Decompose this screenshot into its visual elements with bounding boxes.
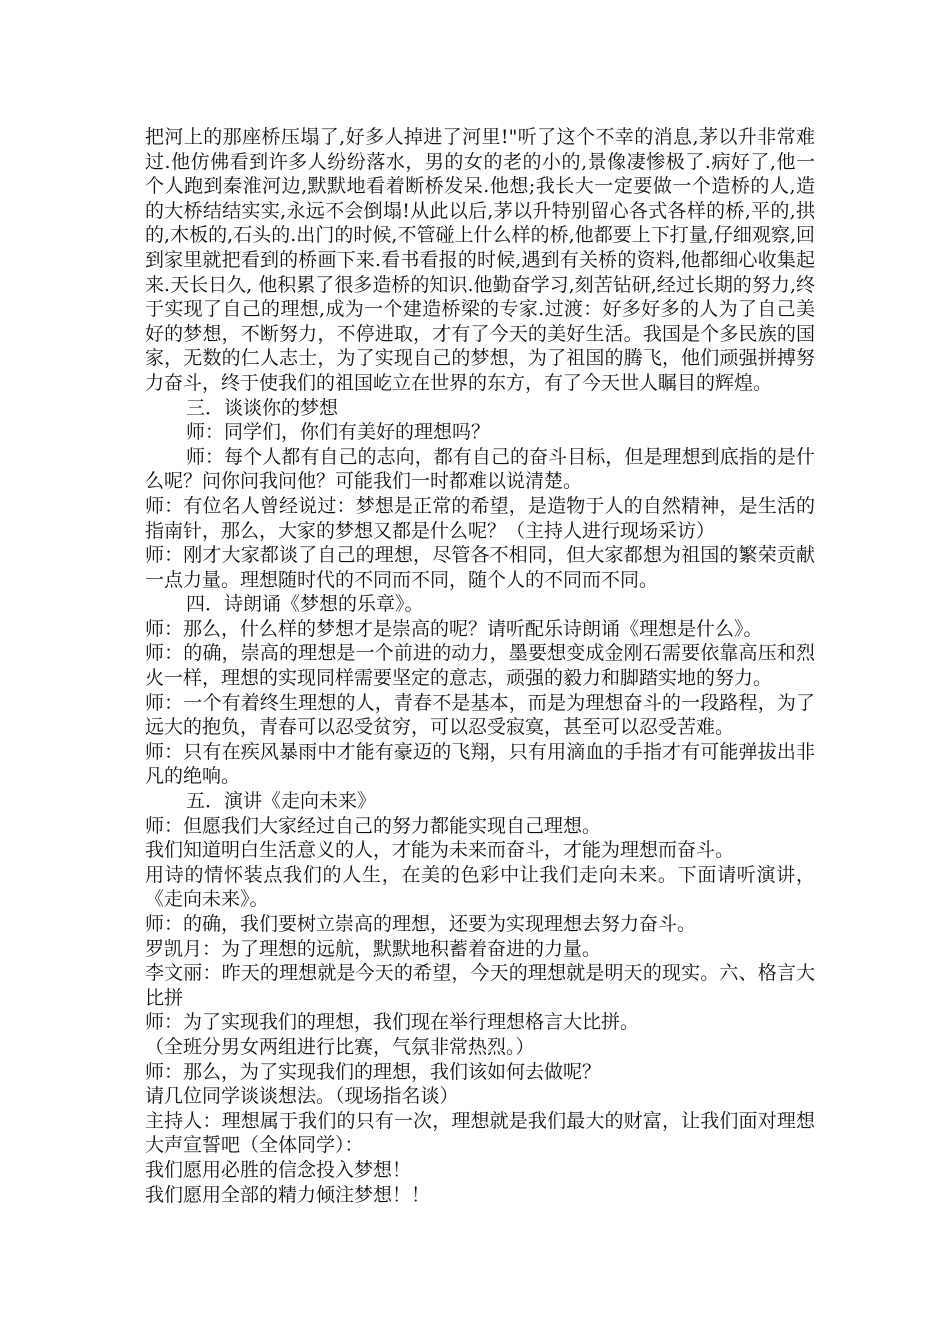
story-paragraph: 把河上的那座桥压塌了,好多人掉进了河里!"听了这个不幸的消息,茅以升非常难过.他仿佛看到许多人纷纷落水，男的女的老的小的,景像凄惨极了.病好了,他一个人跑到秦淮河边,默默地看着断桥发呆.他想;我长大一定要做一个造桥的人,造的大桥结结实实,永远不会倒塌!从此以后,茅以升特别留心各式各样的桥,平的,拱的,木板的,石头的.出门的时候,不管碰上什么样的桥,他都要上下打量,仔细观察,回到家里就把看到的桥画下来.看书看报的时候,遇到有关桥的资料,他都细心收集起来.天长日久, 他积累了很多造桥的知识.他勤奋学习,刻苦钻研,经过长期的努力,终于实现了自己的理想,成为一个建造桥梁的专家.过渡：好多好多的人为了自己美好的梦想，不断努力，不停进取，才有了今天的美好生活。我国是个多民族的国家，无数的仁人志士，为了实现自己的梦想，为了祖国的腾飞，他们顽强拼搏努力奋斗，终于使我们的祖国屹立在世界的东方，有了今天世人瞩目的辉煌。 bbox=[145, 126, 815, 394]
student-line: 罗凯月：为了理想的远航，默默地积蓄着奋进的力量。 bbox=[145, 937, 602, 960]
document-body bbox=[145, 125, 815, 1207]
text-line: 用诗的情怀装点我们的人生，在美的色彩中让我们走向未来。下面请听演讲，《走向未来》。 bbox=[145, 863, 815, 911]
oath-line: 我们愿用全部的精力倾注梦想！！ bbox=[145, 1183, 431, 1206]
teacher-line: 师：的确，崇高的理想是一个前进的动力，墨要想变成金刚石需要依靠高压和烈火一样，理想的实现同样需要坚定的意志，顽强的毅力和脚踏实地的努力。 bbox=[145, 642, 815, 690]
teacher-line: 师：的确，我们要树立崇高的理想，还要为实现理想去努力奋斗。 bbox=[145, 913, 697, 935]
teacher-line: 师：每个人都有自己的志向，都有自己的奋斗目标，但是理想到底指的是什么呢？问你问我问他？可能我们一时都难以说清楚。 bbox=[145, 445, 815, 493]
section-heading-3: 三．谈谈你的梦想 bbox=[186, 396, 339, 419]
teacher-line: 师：刚才大家都谈了自己的理想，尽管各不相同，但大家都想为祖国的繁荣贡献一点力量。理想随时代的不同而不同，随个人的不同而不同。 bbox=[145, 544, 815, 591]
text-line: 我们知道明白生活意义的人，才能为未来而奋斗，才能为理想而奋斗。 bbox=[145, 839, 735, 862]
teacher-line: 师：但愿我们大家经过自己的努力都能实现自己理想。 bbox=[145, 814, 602, 837]
oath-line: 我们愿用必胜的信念投入梦想！ bbox=[145, 1158, 412, 1181]
section-heading-5: 五．演讲《走向未来》 bbox=[186, 790, 377, 813]
teacher-line: 师：有位名人曾经说过：梦想是正常的希望，是造物于人的自然精神，是生活的指南针，那么，大家的梦想又都是什么呢？（主持人进行现场采访） bbox=[145, 494, 815, 542]
teacher-line: 师：一个有着终生理想的人，青春不是基本，而是为理想奋斗的一段路程，为了远大的抱负，青春可以忍受贫穷，可以忍受寂寞，甚至可以忍受苦难。 bbox=[145, 691, 815, 739]
student-line: 李文丽：昨天的理想就是今天的希望，今天的理想就是明天的现实。六、格言大比拼 bbox=[145, 962, 815, 1009]
teacher-line: 师：同学们，你们有美好的理想吗？ bbox=[186, 421, 491, 444]
text-line: 请几位同学谈谈想法。（现场指名谈） bbox=[145, 1085, 459, 1108]
teacher-line: 师：那么，为了实现我们的理想，我们该如何去做呢？ bbox=[145, 1060, 602, 1083]
teacher-line: 师：只有在疾风暴雨中才能有豪迈的飞翔，只有用滴血的手指才有可能弹拔出非凡的绝响。 bbox=[145, 740, 815, 788]
stage-note: （全班分男女两组进行比赛，气氛非常热烈。） bbox=[145, 1035, 535, 1058]
teacher-line: 师：那么，什么样的梦想才是崇高的呢？请听配乐诗朗诵《理想是什么》。 bbox=[145, 617, 763, 640]
teacher-line: 师：为了实现我们的理想，我们现在举行理想格言大比拼。 bbox=[145, 1011, 640, 1034]
section-heading-4: 四．诗朗诵《梦想的乐章》。 bbox=[186, 593, 424, 616]
host-line: 主持人：理想属于我们的只有一次，理想就是我们最大的财富，让我们面对理想大声宣誓吧（全体同学）： bbox=[145, 1109, 815, 1157]
